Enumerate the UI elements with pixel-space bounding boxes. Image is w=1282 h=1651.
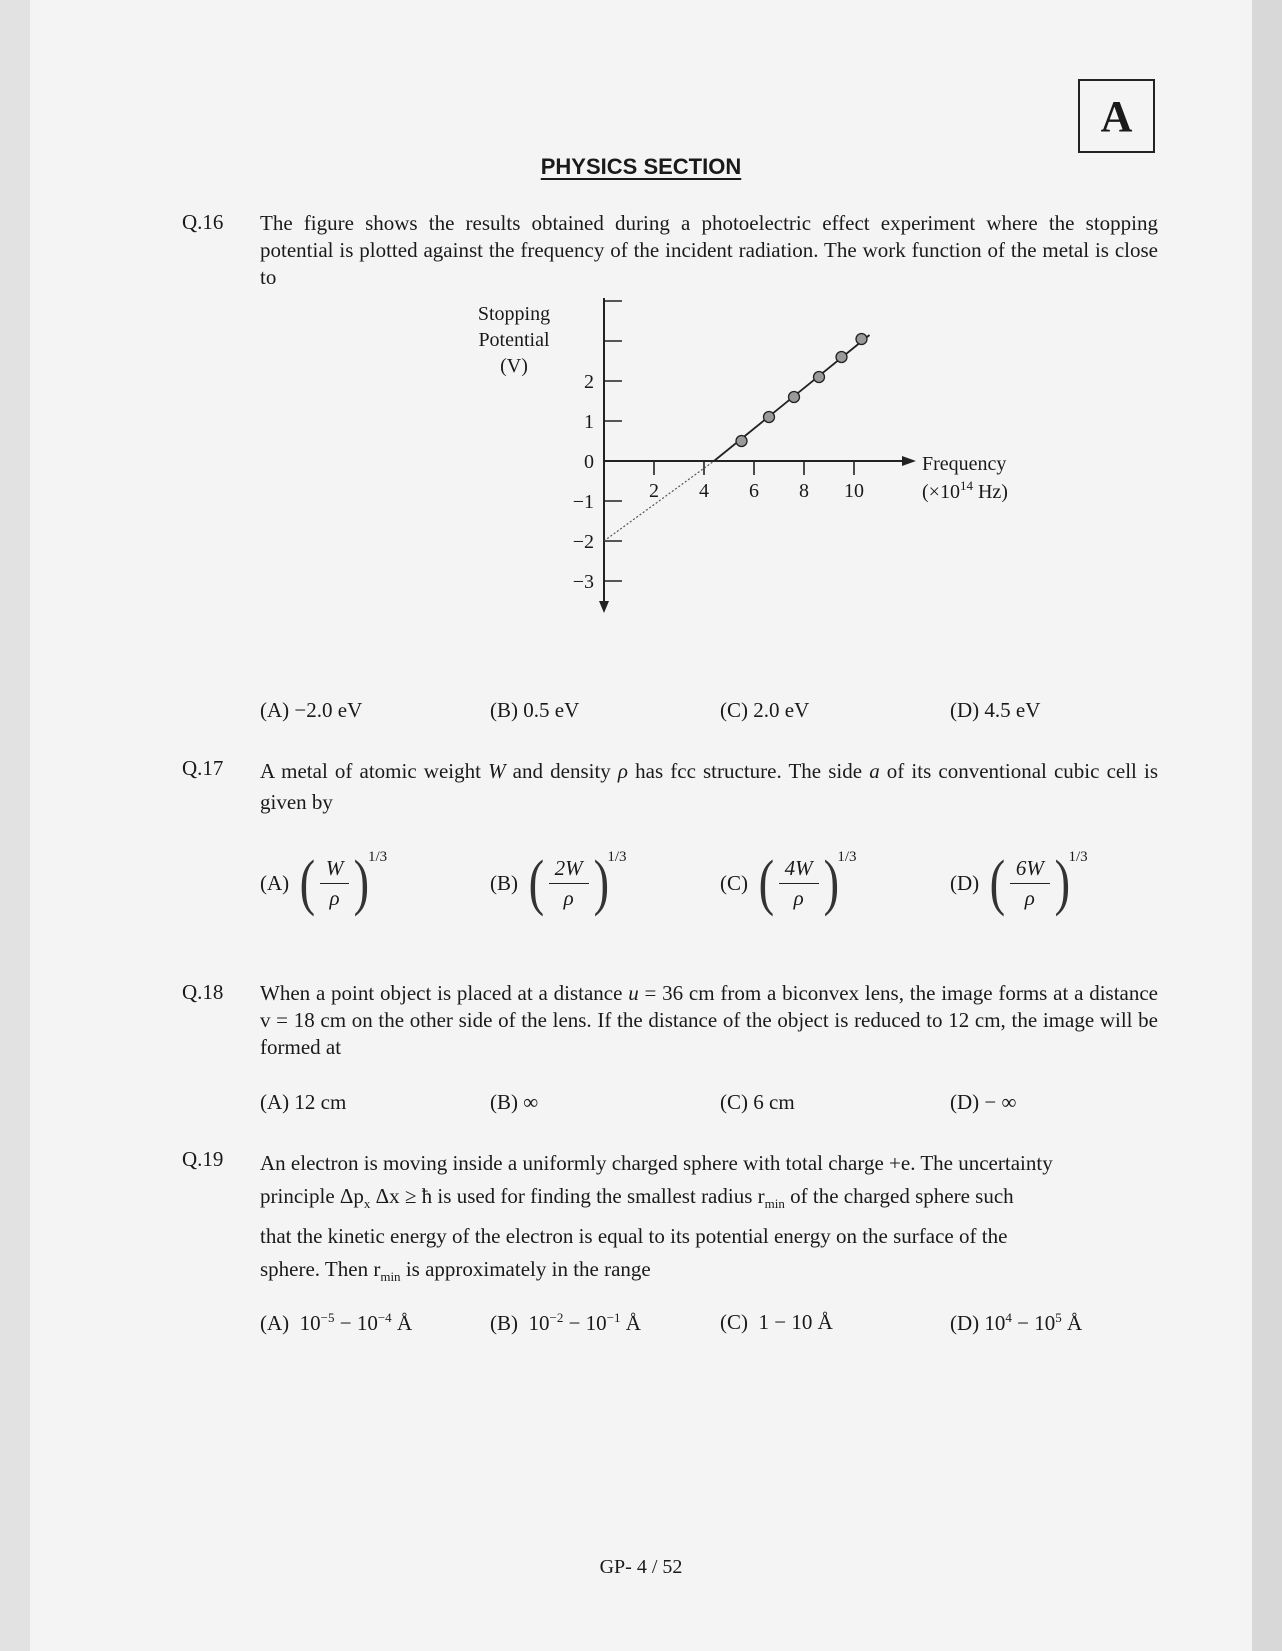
q19-subscript: min xyxy=(380,1269,401,1285)
q19-option-b[interactable] xyxy=(490,1310,641,1336)
question-19-number: Q.19 xyxy=(182,1147,224,1171)
photoelectric-chart xyxy=(470,298,1070,648)
exponent: 1/3 xyxy=(367,848,388,865)
q17-var-a: a xyxy=(869,759,880,783)
q17-var-rho: ρ xyxy=(617,759,629,783)
x-axis-label-part: (×10 xyxy=(922,481,960,503)
exponent: 1/3 xyxy=(607,848,627,865)
left-paren: ( xyxy=(528,849,545,917)
unit: Å xyxy=(1061,1311,1083,1335)
base: 10 xyxy=(299,1311,321,1335)
q16-option-d[interactable]: (D) 4.5 eV xyxy=(950,698,1041,722)
q18-option-c[interactable]: (C) 6 cm xyxy=(720,1090,795,1114)
q17-option-d[interactable] xyxy=(950,848,1088,917)
page-right-edge xyxy=(1252,0,1282,1651)
y-tick-label: 2 xyxy=(584,371,594,393)
q19-text-part: is approximately in the range xyxy=(400,1257,651,1282)
q19-option-a[interactable] xyxy=(260,1310,412,1336)
x-tick-label: 4 xyxy=(699,480,709,502)
q18-option-a[interactable]: (A) 12 cm xyxy=(260,1090,347,1114)
y-axis-arrow-down xyxy=(599,601,609,613)
option-label: (B) xyxy=(490,1311,518,1335)
question-17-number: Q.17 xyxy=(182,756,224,780)
right-paren: ) xyxy=(593,849,609,917)
numerator: W xyxy=(320,856,350,884)
q19-subscript: min xyxy=(764,1196,785,1212)
q19-line-4 xyxy=(260,1253,1158,1293)
q16-option-a[interactable]: (A) −2.0 eV xyxy=(260,698,363,722)
q17-var-w: W xyxy=(488,759,506,783)
question-16-number: Q.16 xyxy=(182,210,224,234)
right-paren: ) xyxy=(823,849,839,917)
q19-line-1: An electron is moving inside a uniformly charged sphere with total charge +e. The uncertainty xyxy=(260,1151,1053,1175)
fraction xyxy=(1010,856,1050,911)
x-tick-label: 2 xyxy=(649,480,659,502)
q16-option-c[interactable]: (C) 2.0 eV xyxy=(720,698,810,722)
data-point xyxy=(736,436,747,447)
x-axis-label-line: Frequency xyxy=(922,453,1007,475)
q17-text-part: has fcc structure. The side xyxy=(628,759,870,783)
unit: Å xyxy=(391,1311,413,1335)
numerator: 6W xyxy=(1010,856,1050,884)
q17-option-b[interactable] xyxy=(490,848,627,917)
y-axis-label-line: (V) xyxy=(500,355,528,377)
q17-text-part: and density xyxy=(505,759,618,783)
data-point xyxy=(856,334,867,345)
question-19-text xyxy=(260,1147,1158,1293)
y-axis-label-line: Potential xyxy=(478,329,550,351)
numerator: 4W xyxy=(779,856,819,884)
q18-option-b[interactable]: (B) ∞ xyxy=(490,1090,539,1114)
question-17-text xyxy=(260,756,1158,818)
q18-var-v: v xyxy=(260,1008,271,1032)
q19-text-part: sphere. Then r xyxy=(260,1257,381,1282)
q19-subscript: x xyxy=(363,1196,371,1212)
exponent: 5 xyxy=(1055,1310,1062,1325)
page-left-edge xyxy=(0,0,30,1651)
x-tick-label: 6 xyxy=(749,480,759,502)
fraction xyxy=(549,856,589,911)
q18-text-part: = 36 cm from a biconvex lens, the image forms at a distance xyxy=(638,981,1158,1005)
q17-option-c[interactable] xyxy=(720,848,857,917)
exponent: −2 xyxy=(549,1310,564,1325)
base: 10 xyxy=(984,1311,1006,1335)
base: − 10 xyxy=(563,1311,607,1335)
y-tick-label: −3 xyxy=(572,571,594,593)
question-18-number: Q.18 xyxy=(182,980,224,1004)
x-axis-label-part: Hz) xyxy=(972,481,1008,503)
fraction xyxy=(779,856,819,911)
base: − 10 xyxy=(1011,1311,1056,1335)
y-tick-label: 1 xyxy=(584,411,594,433)
option-label: (B) xyxy=(490,870,518,895)
x-tick-label: 10 xyxy=(844,480,864,502)
y-tick-label: −1 xyxy=(572,491,594,513)
x-axis-arrow xyxy=(902,456,916,466)
left-paren: ( xyxy=(758,849,775,917)
q17-text-part: A metal of atomic weight xyxy=(260,759,489,783)
numerator: 2W xyxy=(549,856,589,884)
exponent: 4 xyxy=(1005,1310,1012,1325)
q19-option-d[interactable] xyxy=(950,1310,1082,1336)
option-label: (C) xyxy=(720,1310,748,1334)
q19-text-part: principle Δp xyxy=(260,1184,364,1208)
option-label: (A) xyxy=(260,870,290,895)
q19-text-part: Δx ≥ ħ is used for finding the smallest radius r xyxy=(370,1184,765,1208)
option-label: (C) xyxy=(720,870,748,895)
option-label: (A) xyxy=(260,1311,290,1335)
data-point xyxy=(836,352,847,363)
q19-line-3: that the kinetic energy of the electron is equal to its potential energy on the surface of the xyxy=(260,1224,1008,1249)
fraction xyxy=(320,856,350,911)
question-18-text xyxy=(260,980,1158,1061)
unit: Å xyxy=(620,1311,641,1335)
y-axis-label-line: Stopping xyxy=(477,303,551,325)
exponent: −5 xyxy=(320,1310,335,1325)
data-point xyxy=(764,412,775,423)
q19-option-c[interactable] xyxy=(720,1310,833,1335)
y-tick-label: −2 xyxy=(572,531,594,553)
page-footer: GP- 4 / 52 xyxy=(599,1556,683,1578)
set-label: A xyxy=(1100,91,1133,141)
x-axis-label-units xyxy=(922,478,1008,503)
set-label-box xyxy=(1078,79,1155,153)
denominator: ρ xyxy=(793,885,804,910)
q17-option-a[interactable] xyxy=(260,848,388,917)
q18-var-u: u xyxy=(628,981,639,1005)
q19-text-part: of the charged sphere such xyxy=(784,1184,1014,1208)
section-title: PHYSICS SECTION xyxy=(540,154,742,179)
q16-option-b[interactable]: (B) 0.5 eV xyxy=(490,698,580,722)
denominator: ρ xyxy=(1024,885,1035,910)
option-label: (D) xyxy=(950,870,980,895)
base: 10 xyxy=(528,1311,550,1335)
x-axis-label-part: 14 xyxy=(959,478,973,493)
q18-text-part: When a point object is placed at a distance xyxy=(260,981,629,1005)
denominator: ρ xyxy=(563,885,574,910)
question-16-text: The figure shows the results obtained during a photoelectric effect experiment where the stopping potential is plotted against the frequency of the incident radiation. The work function of the metal is close to xyxy=(260,211,1158,289)
exponent: −1 xyxy=(606,1310,621,1325)
exponent: 1/3 xyxy=(837,848,857,865)
data-point xyxy=(814,372,825,383)
exponent: −4 xyxy=(377,1310,392,1325)
y-tick-label: 0 xyxy=(584,451,594,473)
exponent: 1/3 xyxy=(1068,848,1088,865)
data-point xyxy=(789,392,800,403)
left-paren: ( xyxy=(989,849,1006,917)
right-paren: ) xyxy=(353,849,370,917)
x-tick-label: 8 xyxy=(799,480,809,502)
base: − 10 xyxy=(334,1311,378,1335)
q17-text-part: of its conventional cubic cell is given by xyxy=(260,759,1159,814)
q18-option-d[interactable]: (D) − ∞ xyxy=(950,1090,1017,1114)
option-text: 1 − 10 Å xyxy=(758,1310,833,1334)
right-paren: ) xyxy=(1054,849,1070,917)
option-label: (D) xyxy=(950,1311,980,1335)
q19-line-2 xyxy=(260,1180,1158,1220)
left-paren: ( xyxy=(299,849,316,917)
denominator: ρ xyxy=(329,885,340,910)
q18-text-part: = 18 cm on the other side of the lens. If the distance of the object is reduced to 12 cm, the image will be formed at xyxy=(260,1008,1158,1059)
